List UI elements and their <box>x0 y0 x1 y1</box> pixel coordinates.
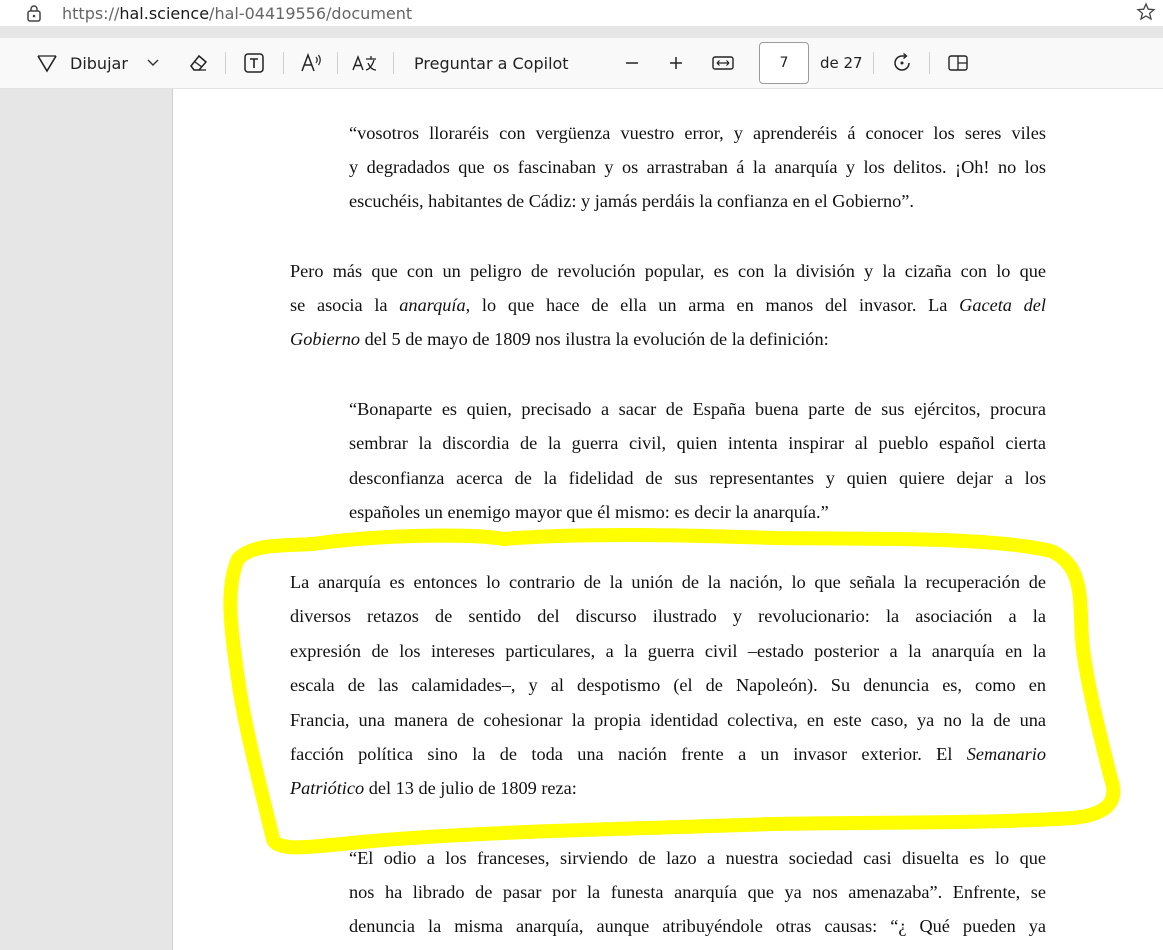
paragraph-line: Gobierno del 5 de mayo de 1809 nos ilustra la evolución de la definición: <box>290 329 829 349</box>
pdf-page[interactable] <box>172 89 1163 950</box>
lock-icon[interactable] <box>26 4 42 22</box>
address-bar[interactable] <box>0 0 1163 26</box>
paragraph-line: escala de las calamidades–, y al despotismo (el de Napoleón). Su denuncia es, como en <box>290 675 1046 695</box>
paragraph-line: diversos retazos de sentido del discurso ilustrado y revolucionario: la asociación a la <box>290 606 1046 626</box>
toolbar-divider <box>873 52 874 74</box>
rotate-icon[interactable] <box>889 51 915 75</box>
quote-line: y degradados que os fascinaban y os arrastraban á la anarquía y los delitos. ¡Oh! no los <box>349 157 1046 177</box>
favorite-star-icon[interactable] <box>1136 2 1156 22</box>
paragraph-line: Francia, una manera de cohesionar la propia identidad colectiva, en este caso, ya no la de una <box>290 710 1046 730</box>
toolbar-divider <box>283 52 284 74</box>
ask-copilot-button[interactable]: Preguntar a Copilot <box>414 53 569 73</box>
eraser-icon[interactable] <box>186 51 210 75</box>
toolbar-divider <box>929 52 930 74</box>
text-box-icon[interactable] <box>242 51 266 75</box>
zoom-out-icon[interactable] <box>620 51 644 75</box>
quote-line: “Bonaparte es quien, precisado a sacar de España buena parte de sus ejércitos, procura <box>349 399 1046 419</box>
draw-button[interactable]: Dibujar <box>70 53 128 73</box>
quote-line: “vosotros lloraréis con vergüenza vuestro error, y aprenderéis á conocer los seres viles <box>349 123 1046 143</box>
quote-line: sembrar la discordia de la guerra civil, quien intenta inspirar al pueblo español cierta <box>349 433 1046 453</box>
page-number-input[interactable]: 7 <box>759 42 809 84</box>
quote-line: “El odio a los franceses, sirviendo de lazo a nuestra sociedad casi disuelta es lo que <box>349 848 1046 868</box>
toolbar-divider <box>225 52 226 74</box>
quote-line: desconfianza acerca de la fidelidad de sus representantes y quien quiere dejar a los <box>349 468 1046 488</box>
paragraph-line: se asocia la anarquía, lo que hace de ella un arma en manos del invasor. La Gaceta del <box>290 295 1047 315</box>
paragraph-line: Patriótico del 13 de julio de 1809 reza: <box>290 778 577 798</box>
pdf-toolbar <box>0 38 1163 89</box>
toolbar-divider <box>393 52 394 74</box>
chevron-down-icon[interactable] <box>144 53 162 73</box>
fit-width-icon[interactable] <box>710 51 736 75</box>
paragraph-line: facción política sino la de toda una nación frente a un invasor exterior. El Semanario <box>290 744 1046 764</box>
toolbar-divider <box>337 52 338 74</box>
page-view-icon[interactable] <box>945 51 971 75</box>
quote-line: denuncia la misma anarquía, aunque atribuyéndole otras causas: “¿ Qué pueden ya <box>349 916 1046 936</box>
draw-icon[interactable] <box>34 51 60 75</box>
viewer-side-pane <box>0 89 172 950</box>
url-text[interactable]: https://hal.science/hal-04419556/document <box>62 4 413 23</box>
zoom-in-icon[interactable] <box>664 51 688 75</box>
paragraph-line: expresión de los intereses particulares, a la guerra civil –estado posterior a la anarquía en la <box>290 641 1046 661</box>
quote-line: escuchéis, habitantes de Cádiz: y jamás perdáis la confianza en el Gobierno”. <box>349 191 914 211</box>
quote-line: nos ha librado de pasar por la funesta anarquía que ya nos amenazaba”. Enfrente, se <box>349 882 1046 902</box>
read-aloud-icon[interactable] <box>298 51 324 75</box>
paragraph-line: Pero más que con un peligro de revolución popular, es con la división y la cizaña con lo que <box>290 261 1046 281</box>
page-total-label: de 27 <box>820 54 863 72</box>
paragraph-line: La anarquía es entonces lo contrario de la unión de la nación, lo que señala la recuperación de <box>290 572 1046 592</box>
quote-line: españoles un enemigo mayor que él mismo: es decir la anarquía.” <box>349 502 829 522</box>
translate-icon[interactable] <box>351 51 379 75</box>
